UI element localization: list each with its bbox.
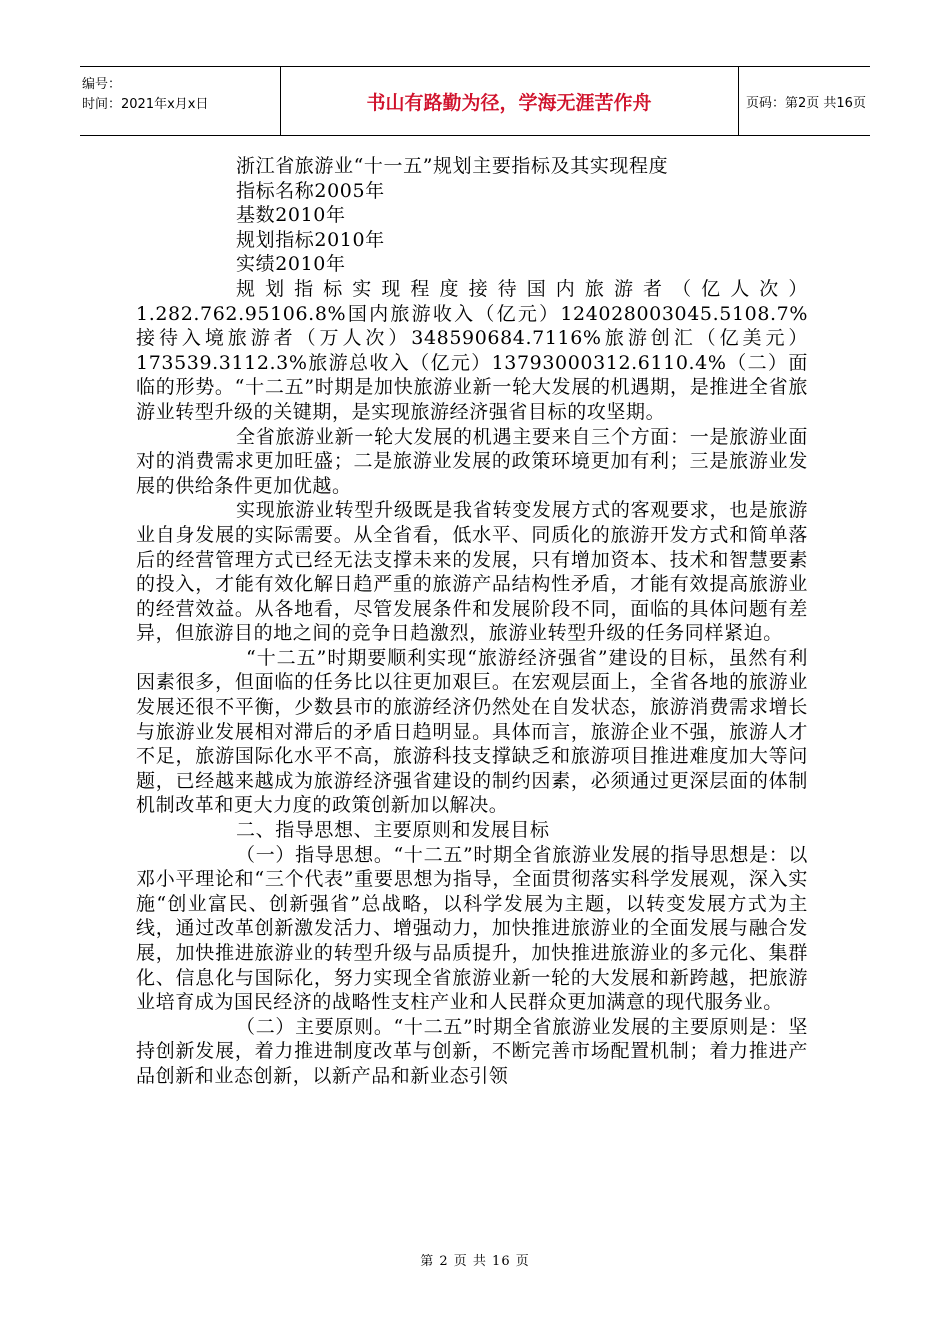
header-meta <box>80 67 281 135</box>
body-line: 基数2010年 <box>236 204 346 227</box>
body-paragraph: 全省旅游业新一轮大发展的机遇主要来自三个方面：一是旅游业面对的消费需求更加旺盛；二是旅游业发展的政策环境更加有利；三是旅游业发展的供给条件更加优越。 <box>136 425 808 497</box>
header-page-number: 页码：第2页 共16页 <box>746 95 866 111</box>
section-title: 浙江省旅游业“十一五”规划主要指标及其实现程度 <box>236 155 669 177</box>
document-number-label: 编号： <box>82 77 122 92</box>
document-date-label: 时间：2021年x月x日 <box>82 97 209 112</box>
section-heading: 二、指导思想、主要原则和发展目标 <box>236 819 550 842</box>
page-header <box>80 66 870 136</box>
header-motto: 书山有路勤为径，学海无涯苦作舟 <box>280 67 739 135</box>
body-paragraph: 实现旅游业转型升级既是我省转变发展方式的客观要求，也是旅游业自身发展的实际需要。从全省看，低水平、同质化的旅游开发方式和简单落后的经营管理方式已经无法支撑未来的发展，只有增加资本、技术和智慧要素的投入，才能有效化解日趋严重的旅游产品结构性矛盾，才能有效提高旅游业的经营效益。从各地看，尽管发展条件和发展阶段不同，面临的具体问题有差异，但旅游目的地之间的竞争日趋激烈，旅游业转型升级的任务同样紧迫。 <box>136 499 808 645</box>
body-line: 实绩2010年 <box>236 253 346 276</box>
body-paragraph: （一）指导思想。“十二五”时期全省旅游业发展的指导思想是：以邓小平理论和“三个代表”重要思想为指导，全面贯彻落实科学发展观，深入实施“创业富民、创新强省”总战略，以科学发展为主题，以转变发展方式为主线，通过改革创新激发活力、增强动力，加快推进旅游业的全面发展与融合发展，加快推进旅游业的转型升级与品质提升，加快推进旅游业的多元化、集群化、信息化与国际化，努力实现全省旅游业新一轮的大发展和新跨越，把旅游业培育成为国民经济的战略性支柱产业和人民群众更加满意的现代服务业。 <box>136 843 808 1014</box>
page-footer: 第 2 页 共 16 页 <box>420 1254 530 1269</box>
body-line: 规划指标2010年 <box>236 228 385 251</box>
body-paragraph: 规划指标实现程度接待国内旅游者（亿人次）1.282.762.95106.8%国内旅游收入（亿元）124028003045.5108.7%接待入境旅游者（万人次）348590684.7116%旅游创汇（亿美元）173539.3112.3%旅游总收入（亿元）13793000312.6110.4%（二）面临的形势。“十二五”时期是加快旅游业新一轮大发展的机遇期，是推进全省旅游业转型升级的关键期，是实现旅游经济强省目标的攻坚期。 <box>136 277 808 423</box>
body-paragraph: （二）主要原则。“十二五”时期全省旅游业发展的主要原则是：坚持创新发展，着力推进制度改革与创新，不断完善市场配置机制；着力推进产品创新和业态创新，以新产品和新业态引领 <box>136 1015 808 1087</box>
body-paragraph: “十二五”时期要顺利实现“旅游经济强省”建设的目标，虽然有利因素很多，但面临的任务比以往更加艰巨。在宏观层面上，全省各地的旅游业发展还很不平衡，少数县市的旅游经济仍然处在自发状态，旅游消费需求增长与旅游业发展相对滞后的矛盾日趋明显。具体而言，旅游企业不强，旅游人才不足，旅游国际化水平不高，旅游科技支撑缺乏和旅游项目推进难度加大等问题，已经越来越成为旅游经济强省建设的制约因素，必须通过更深层面的体制机制改革和更大力度的政策创新加以解决。 <box>136 646 808 817</box>
body-line: 指标名称2005年 <box>236 179 385 202</box>
document-body <box>136 154 808 1089</box>
